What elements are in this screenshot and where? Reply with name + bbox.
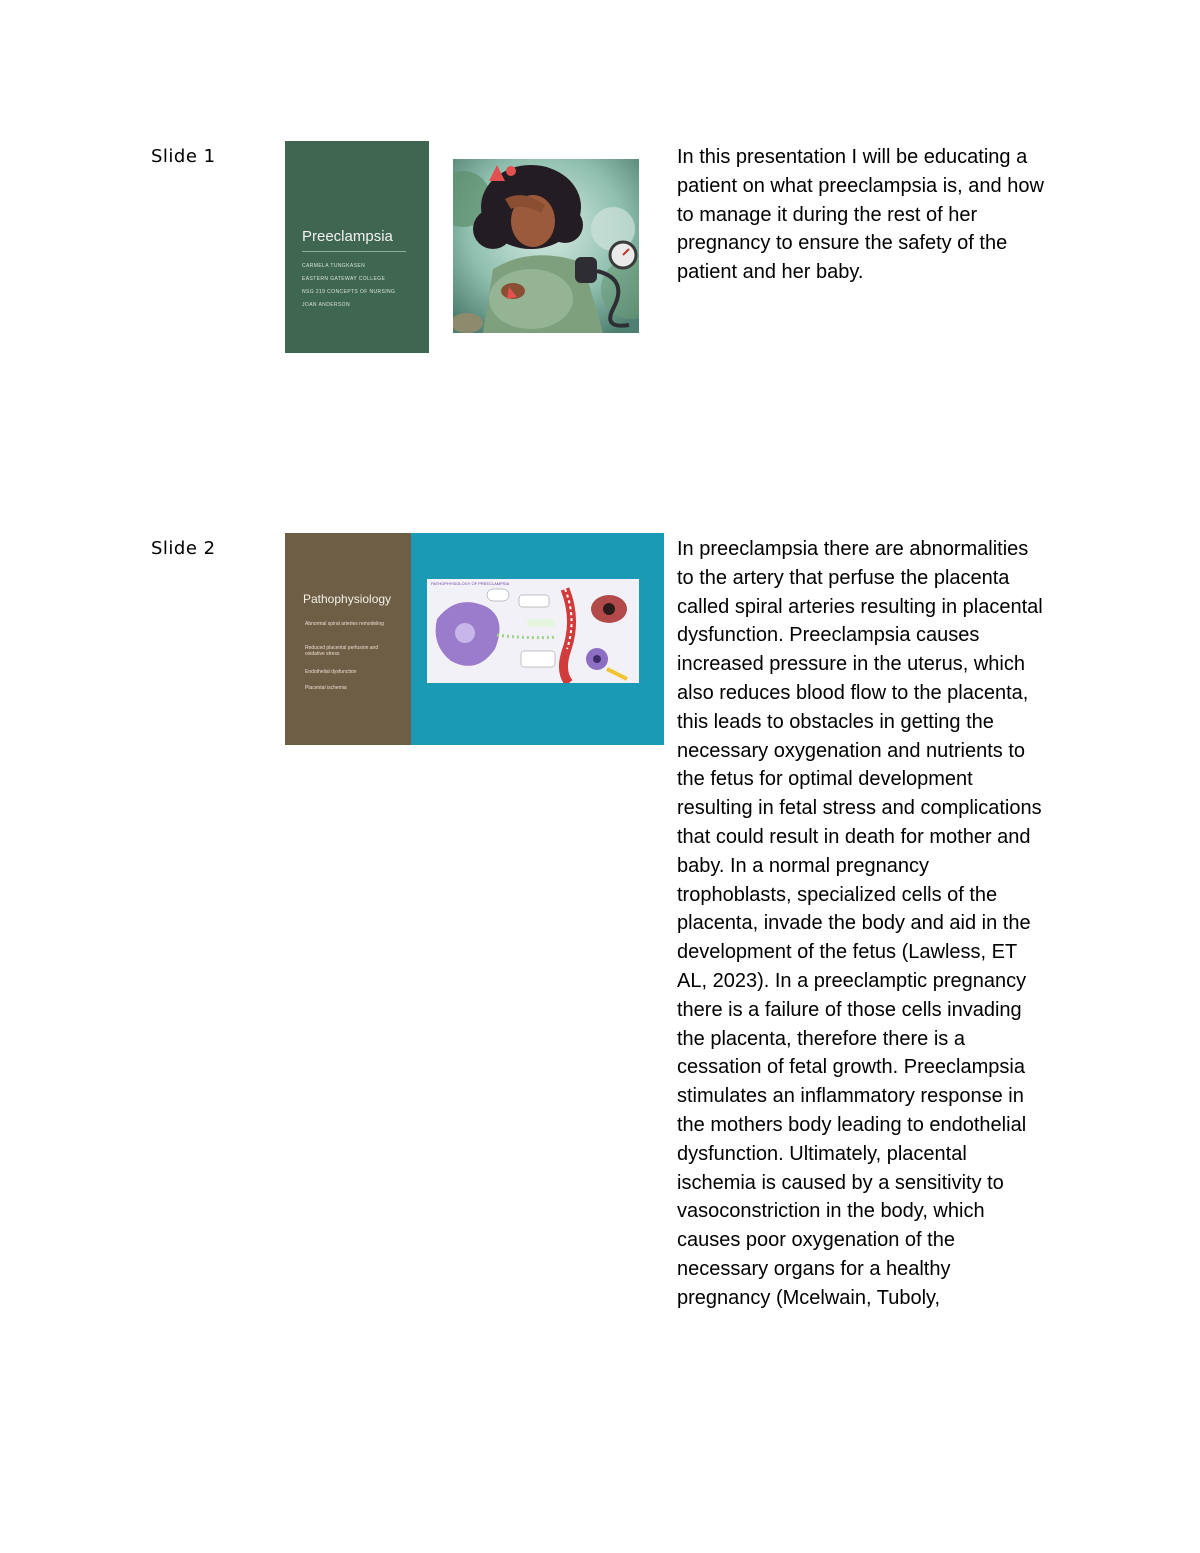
slide-1-subtitle-line: JOAN ANDERSON xyxy=(302,302,350,308)
slide-2-left-panel xyxy=(285,533,411,745)
pathophysiology-diagram xyxy=(427,579,639,683)
slide-1-label: Slide 1 xyxy=(151,146,216,167)
slide-1-subtitle-line: EASTERN GATEWAY COLLEGE xyxy=(302,276,386,282)
title-divider xyxy=(302,251,406,252)
slide-2-label: Slide 2 xyxy=(151,538,216,559)
slide-2-bullet: Abnormal spiral arteries remodeling xyxy=(305,621,384,627)
slide-1-subtitle-line: CARMELA TUNGKASEN xyxy=(302,263,366,269)
slide-2-right-panel xyxy=(411,533,664,745)
slide-1-notes: In this presentation I will be educating a patient on what preeclampsia is, and how to manage it during the rest of her pregnancy to ensure the safety of the patient and her baby. xyxy=(677,146,1044,284)
slide-2-bullet: Placental ischemia xyxy=(305,685,347,691)
diagram-caption: PATHOPHYSIOLOGY OF PREECLAMPSIA xyxy=(431,581,510,586)
slide-2-bullet: Reduced placental perfusion and oxidative stress xyxy=(305,645,379,657)
slide-1-subtitle-line: NSG 219 CONCEPTS OF NURSING xyxy=(302,289,396,295)
slide-2-title: Pathophysiology xyxy=(303,592,392,606)
slide-2-bullet: Endothelial dysfunction xyxy=(305,669,357,675)
pregnant-woman-illustration xyxy=(453,159,639,333)
slide-1-thumbnail xyxy=(285,141,429,353)
slide-1-title: Preeclampsia xyxy=(302,228,393,245)
slide-2-notes: In preeclampsia there are abnormalities to the artery that perfuse the placenta called spiral arteries resulting in placental dysfunction. Preeclampsia causes increased pressure in the uterus, which also reduces blood flow to the placenta, this leads to obstacles in getting the necessary oxygenation and nutrients to the fetus for optimal development resulting in fetal stress and complications that could result in death for mother and baby. In a normal pregnancy trophoblasts, specialized cells of the placenta, invade the body and aid in the development of the fetus (Lawless, ET AL, 2023). In a preeclamptic pregnancy there is a failure of those cells invading the placenta, therefore there is a cessation of fetal growth. Preeclampsia stimulates an inflammatory response in the mothers body leading to endothelial dysfunction. Ultimately, placental ischemia is caused by a sensitivity to vasoconstriction in the body, which causes poor oxygenation of the necessary organs for a healthy pregnancy (Mcelwain, Tuboly, xyxy=(677,538,1043,1309)
slide-2-thumbnail xyxy=(285,533,664,745)
